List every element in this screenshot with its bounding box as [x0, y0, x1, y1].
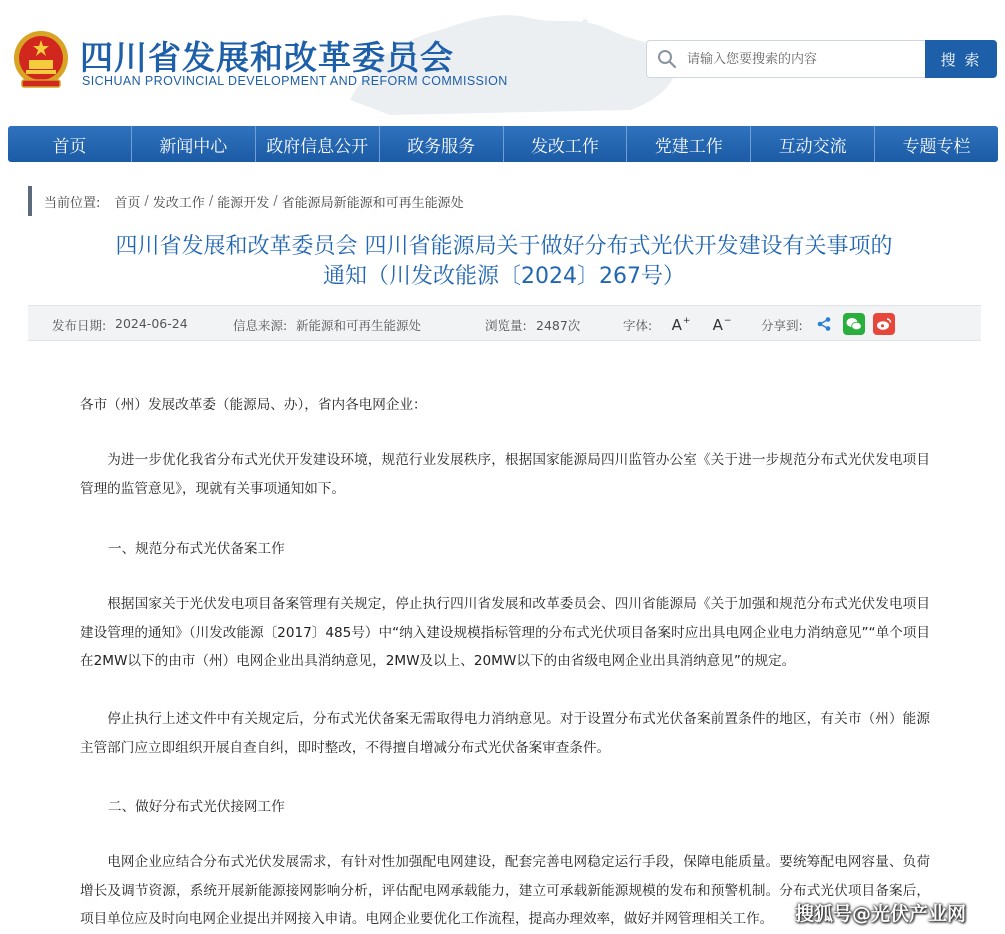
share-label: 分享到: [761, 318, 803, 333]
nav-item-reform-work[interactable]: 发改工作 [504, 126, 628, 162]
site-title: 四川省发展和改革委员会 [80, 38, 454, 77]
source-watermark: 搜狐号@光伏产业网 [795, 903, 967, 925]
article-title-line2: 通知（川发改能源〔2024〕267号） [323, 264, 685, 289]
publish-date: 2024-06-24 [115, 316, 188, 331]
font-decrease-letter: A [712, 316, 723, 334]
nav-item-party-building[interactable]: 党建工作 [627, 126, 751, 162]
nav-item-services[interactable]: 政务服务 [380, 126, 504, 162]
breadcrumb [28, 186, 464, 216]
views-count: 2487次 [536, 318, 581, 333]
paragraph-2: 根据国家关于光伏发电项目备案管理有关规定，停止执行四川省发展和改革委员会、四川省能源局《关于加强和规范分布式光伏发电项目建设管理的通知》（川发改能源〔2017〕485号）中“纳入建设规模指标管理的分布式光伏项目备案时应出具电网企业电力消纳意见”“单个项目在2MW以下的由市（州）电网企业出具消纳意见，2MW及以上、20MW以下的由省级电网企业出具消纳意见”的规定。 [80, 596, 930, 669]
source-value: 新能源和可再生能源处 [296, 318, 422, 333]
font-increase-button[interactable] [670, 314, 692, 334]
breadcrumb-energy-dev[interactable]: 能源开发 [217, 195, 270, 211]
site-subtitle-en: SICHUAN PROVINCIAL DEVELOPMENT AND REFORM COMMISSION [82, 74, 508, 88]
font-decrease-button[interactable] [711, 314, 733, 334]
breadcrumb-label: 当前位置: [44, 195, 101, 211]
search-icon [647, 40, 687, 78]
article-title-line1: 四川省发展和改革委员会 四川省能源局关于做好分布式光伏开发建设有关事项的 [115, 234, 893, 259]
breadcrumb-separator: / [208, 193, 214, 209]
font-increase-letter: A [671, 316, 682, 334]
breadcrumb-home[interactable]: 首页 [114, 195, 141, 211]
salutation: 各市（州）发展改革委（能源局、办），省内各电网企业： [80, 397, 427, 413]
national-emblem-icon [12, 28, 70, 90]
article-meta-bar [28, 305, 981, 341]
paragraph-3: 停止执行上述文件中有关规定后，分布式光伏备案无需取得电力消纳意见。对于设置分布式光伏备案前置条件的地区，有关市（州）能源主管部门应立即组织开展自查自纠，即时整改，不得擅自增减分布式光伏备案审查条件。 [80, 711, 930, 756]
minus-icon: − [723, 316, 732, 326]
source-label: 信息来源: [233, 318, 288, 333]
section-heading-1: 一、规范分布式光伏备案工作 [108, 541, 285, 557]
search-input[interactable] [687, 52, 917, 67]
wechat-share-icon[interactable] [843, 313, 865, 335]
paragraph-1: 为进一步优化我省分布式光伏开发建设环境，规范行业发展秩序，根据国家能源局四川监管办公室《关于进一步规范分布式光伏发电项目管理的监管意见》，现就有关事项通知如下。 [80, 452, 930, 497]
section-heading-2: 二、做好分布式光伏接网工作 [108, 799, 285, 815]
publish-date-label: 发布日期: [52, 318, 107, 333]
plus-icon: + [682, 316, 691, 326]
nav-item-gov-info[interactable]: 政府信息公开 [256, 126, 380, 162]
nav-item-home[interactable]: 首页 [8, 126, 132, 162]
share-icon[interactable] [813, 313, 835, 335]
site-header [0, 0, 1005, 118]
breadcrumb-reform-work[interactable]: 发改工作 [152, 195, 205, 211]
nav-item-special-topics[interactable]: 专题专栏 [902, 136, 971, 157]
paragraph-4: 电网企业应结合分布式光伏发展需求，有针对性加强配电网建设，配套完善电网稳定运行手段，保障电能质量。要统筹配电网容量、负荷增长及调节资源，系统开展新能源接网影响分析，评估配电网承载能力，建立可承载新能源规模的发布和预警机制。分布式光伏项目备案后，项目单位应及时向电网企业提出并网接入申请。电网企业要优化工作流程，提高办理效率，做好并网管理相关工作。 [80, 854, 930, 927]
breadcrumb-separator: / [273, 193, 278, 209]
breadcrumb-renewables-dept[interactable]: 省能源局新能源和可再生能源处 [281, 195, 464, 211]
font-size-label: 字体: [623, 318, 653, 333]
article-title [40, 232, 968, 292]
search-box [646, 40, 926, 78]
nav-item-news[interactable]: 新闻中心 [132, 126, 256, 162]
views-label: 浏览量: [485, 318, 527, 333]
main-nav [8, 126, 998, 162]
breadcrumb-separator: / [144, 193, 149, 209]
weibo-share-icon[interactable] [873, 313, 895, 335]
nav-item-interaction[interactable]: 互动交流 [751, 126, 875, 162]
search-button[interactable]: 搜 索 [925, 40, 997, 78]
